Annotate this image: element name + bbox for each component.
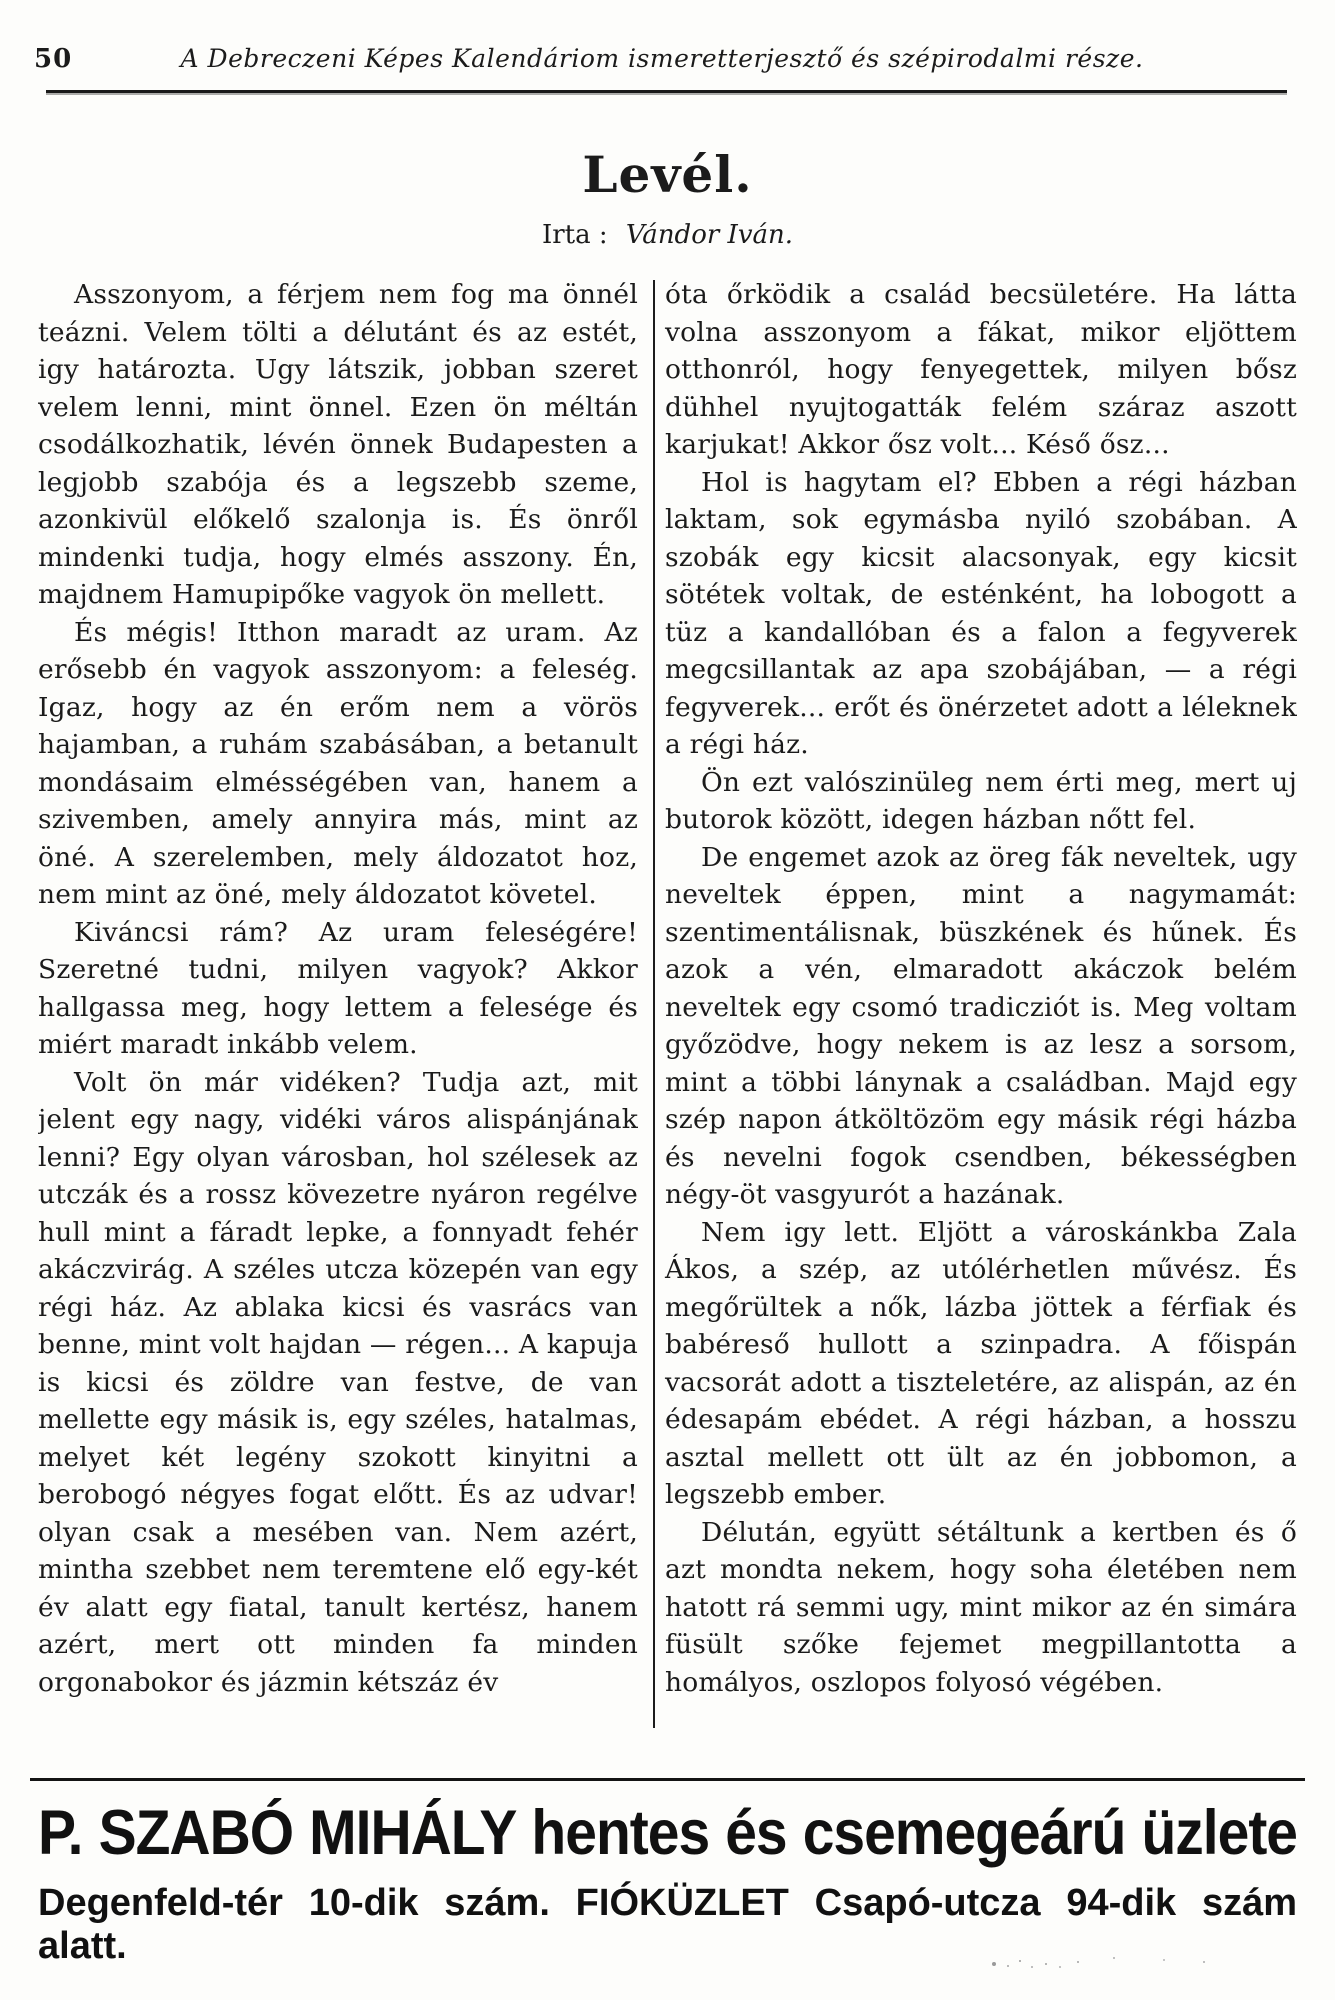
paragraph: Volt ön már vidéken? Tudja azt, mit jelent egy nagy, vidéki város alispánjának lenni? Egy olyan városban, hol szélesek az utczák és a rossz kövezetre nyáron regélve hull mint a fáradt lepke, a fonnyadt fehér akáczvirág. A széles utcza közepén van egy régi ház. Az ablaka kicsi és vasrács van benne, mint volt hajdan — régen... A kapuja is kicsi és zöldre van festve, de van mellette egy másik is, egy széles, hatalmas, melyet két legény szokott kinyitni a berobogó négyes fogat előtt. És az udvar! olyan csak a mesében van. Nem azért, mintha szebbet nem teremtene elő egy-két év alatt egy fiatal, tanult kertész, hanem azért, mert ott minden fa minden orgonabokor és jázmin kétszáz év	[38, 1066, 638, 1698]
page-number: 50	[34, 44, 73, 74]
article-title: Levél.	[582, 145, 753, 204]
text-columns	[38, 276, 1297, 1728]
paragraph: Kiváncsi rám? Az uram feleségére! Szeretné tudni, milyen vagyok? Akkor hallgassa meg, hogy lettem a felesége és miért maradt inkább velem.	[38, 916, 638, 1060]
byline	[0, 220, 1335, 250]
paragraph: óta őrködik a család becsületére. Ha látta volna asszonyom a fákat, mikor eljöttem otthonról, hogy fenyegettek, milyen bősz dühhel nyujtogatták felém száraz aszott karjukat! Akkor ősz volt... Késő ősz...	[665, 279, 1297, 460]
advert-separator-rule	[30, 1778, 1305, 1781]
paragraph: Nem igy lett. Eljött a városkánkba Zala Ákos, a szép, az utólérhetlen művész. És megőrültek a nők, lázba jöttek a férfiak és babéreső hullott a szinpadra. A főispán vacsorát adott a tiszteletére, az alispán, az én édesapám ebédet. A régi házban, a hosszu asztal mellett ott ült az én jobbomon, a legszebb ember.	[665, 1216, 1297, 1510]
right-column	[665, 276, 1297, 1728]
advert-address-line: Degenfeld-tér 10-dik szám. FIÓKÜZLET Csapó-utcza 94-dik szám alatt.	[38, 1881, 1297, 1967]
advert-headline: P. SZABÓ MIHÁLY hentes és csemegeárú üzlete	[38, 1798, 1297, 1869]
paragraph: Délután, együtt sétáltunk a kertben és ő azt mondta nekem, hogy soha életében nem hatott rá semmi ugy, mint mikor az én simára füsült szőke fejemet megpillantotta a homályos, oszlopos folyosó végében.	[665, 1516, 1297, 1698]
byline-prefix: Irta :	[541, 220, 608, 250]
paragraph: De engemet azok az öreg fák neveltek, ugy neveltek éppen, mint a nagymamát: szentimentálisnak, büszkének és hűnek. És azok a vén, elmaradott akáczok belém neveltek egy csomó tradicziót is. Meg voltam győzödve, hogy nekem is az lesz a sorsom, mint a többi lánynak a családban. Majd egy szép napon átköltözöm egy másik régi házba és nevelni fogok csendben, békességben négy-öt vasgyurót a hazának.	[665, 841, 1297, 1210]
paragraph: Ön ezt valószinüleg nem érti meg, mert uj butorok között, idegen házban nőtt fel.	[665, 766, 1297, 835]
page-header	[0, 0, 1335, 74]
scan-noise-speckles	[992, 1962, 996, 1966]
byline-author: Vándor Iván.	[625, 220, 794, 250]
advertisement	[38, 1798, 1297, 1968]
column-divider-rule	[653, 280, 655, 1728]
paragraph: Hol is hagytam el? Ebben a régi házban laktam, sok egymásba nyiló szobában. A szobák egy kicsit alacsonyak, egy kicsit sötétek voltak, de esténként, ha lobogott a tüz a kandallóban és a falon a fegyverek megcsillantak az apa szobájában, — a régi fegyverek... erőt és önérzetet adott a léleknek a régi ház.	[665, 466, 1297, 760]
header-rule	[46, 90, 1287, 93]
paragraph: És mégis! Itthon maradt az uram. Az erősebb én vagyok asszonyom: a feleség. Igaz, hogy az én erőm nem a vörös hajamban, a ruhám szabásában, a betanult mondásaim elmésségében van, hanem a szivemben, amely annyira más, mint az öné. A szerelemben, mely áldozatot hoz, nem mint az öné, mely áldozatot követel.	[38, 616, 638, 910]
running-title: A Debreczeni Képes Kalendáriom ismeretterjesztő és szépirodalmi része.	[180, 44, 1144, 73]
paragraph: Asszonyom, a férjem nem fog ma önnél teázni. Velem tölti a délutánt és az estét, igy határozta. Ugy látszik, jobban szeret velem lenni, mint önnel. Ezen ön méltán csodálkozhatik, lévén önnek Budapesten a legjobb szabója és a legszebb szeme, azonkivül előkelő szalonja is. És önről mindenki tudja, hogy elmés asszony. Én, majdnem Hamupipőke vagyok ön mellett.	[38, 279, 638, 610]
left-column	[38, 276, 638, 1728]
